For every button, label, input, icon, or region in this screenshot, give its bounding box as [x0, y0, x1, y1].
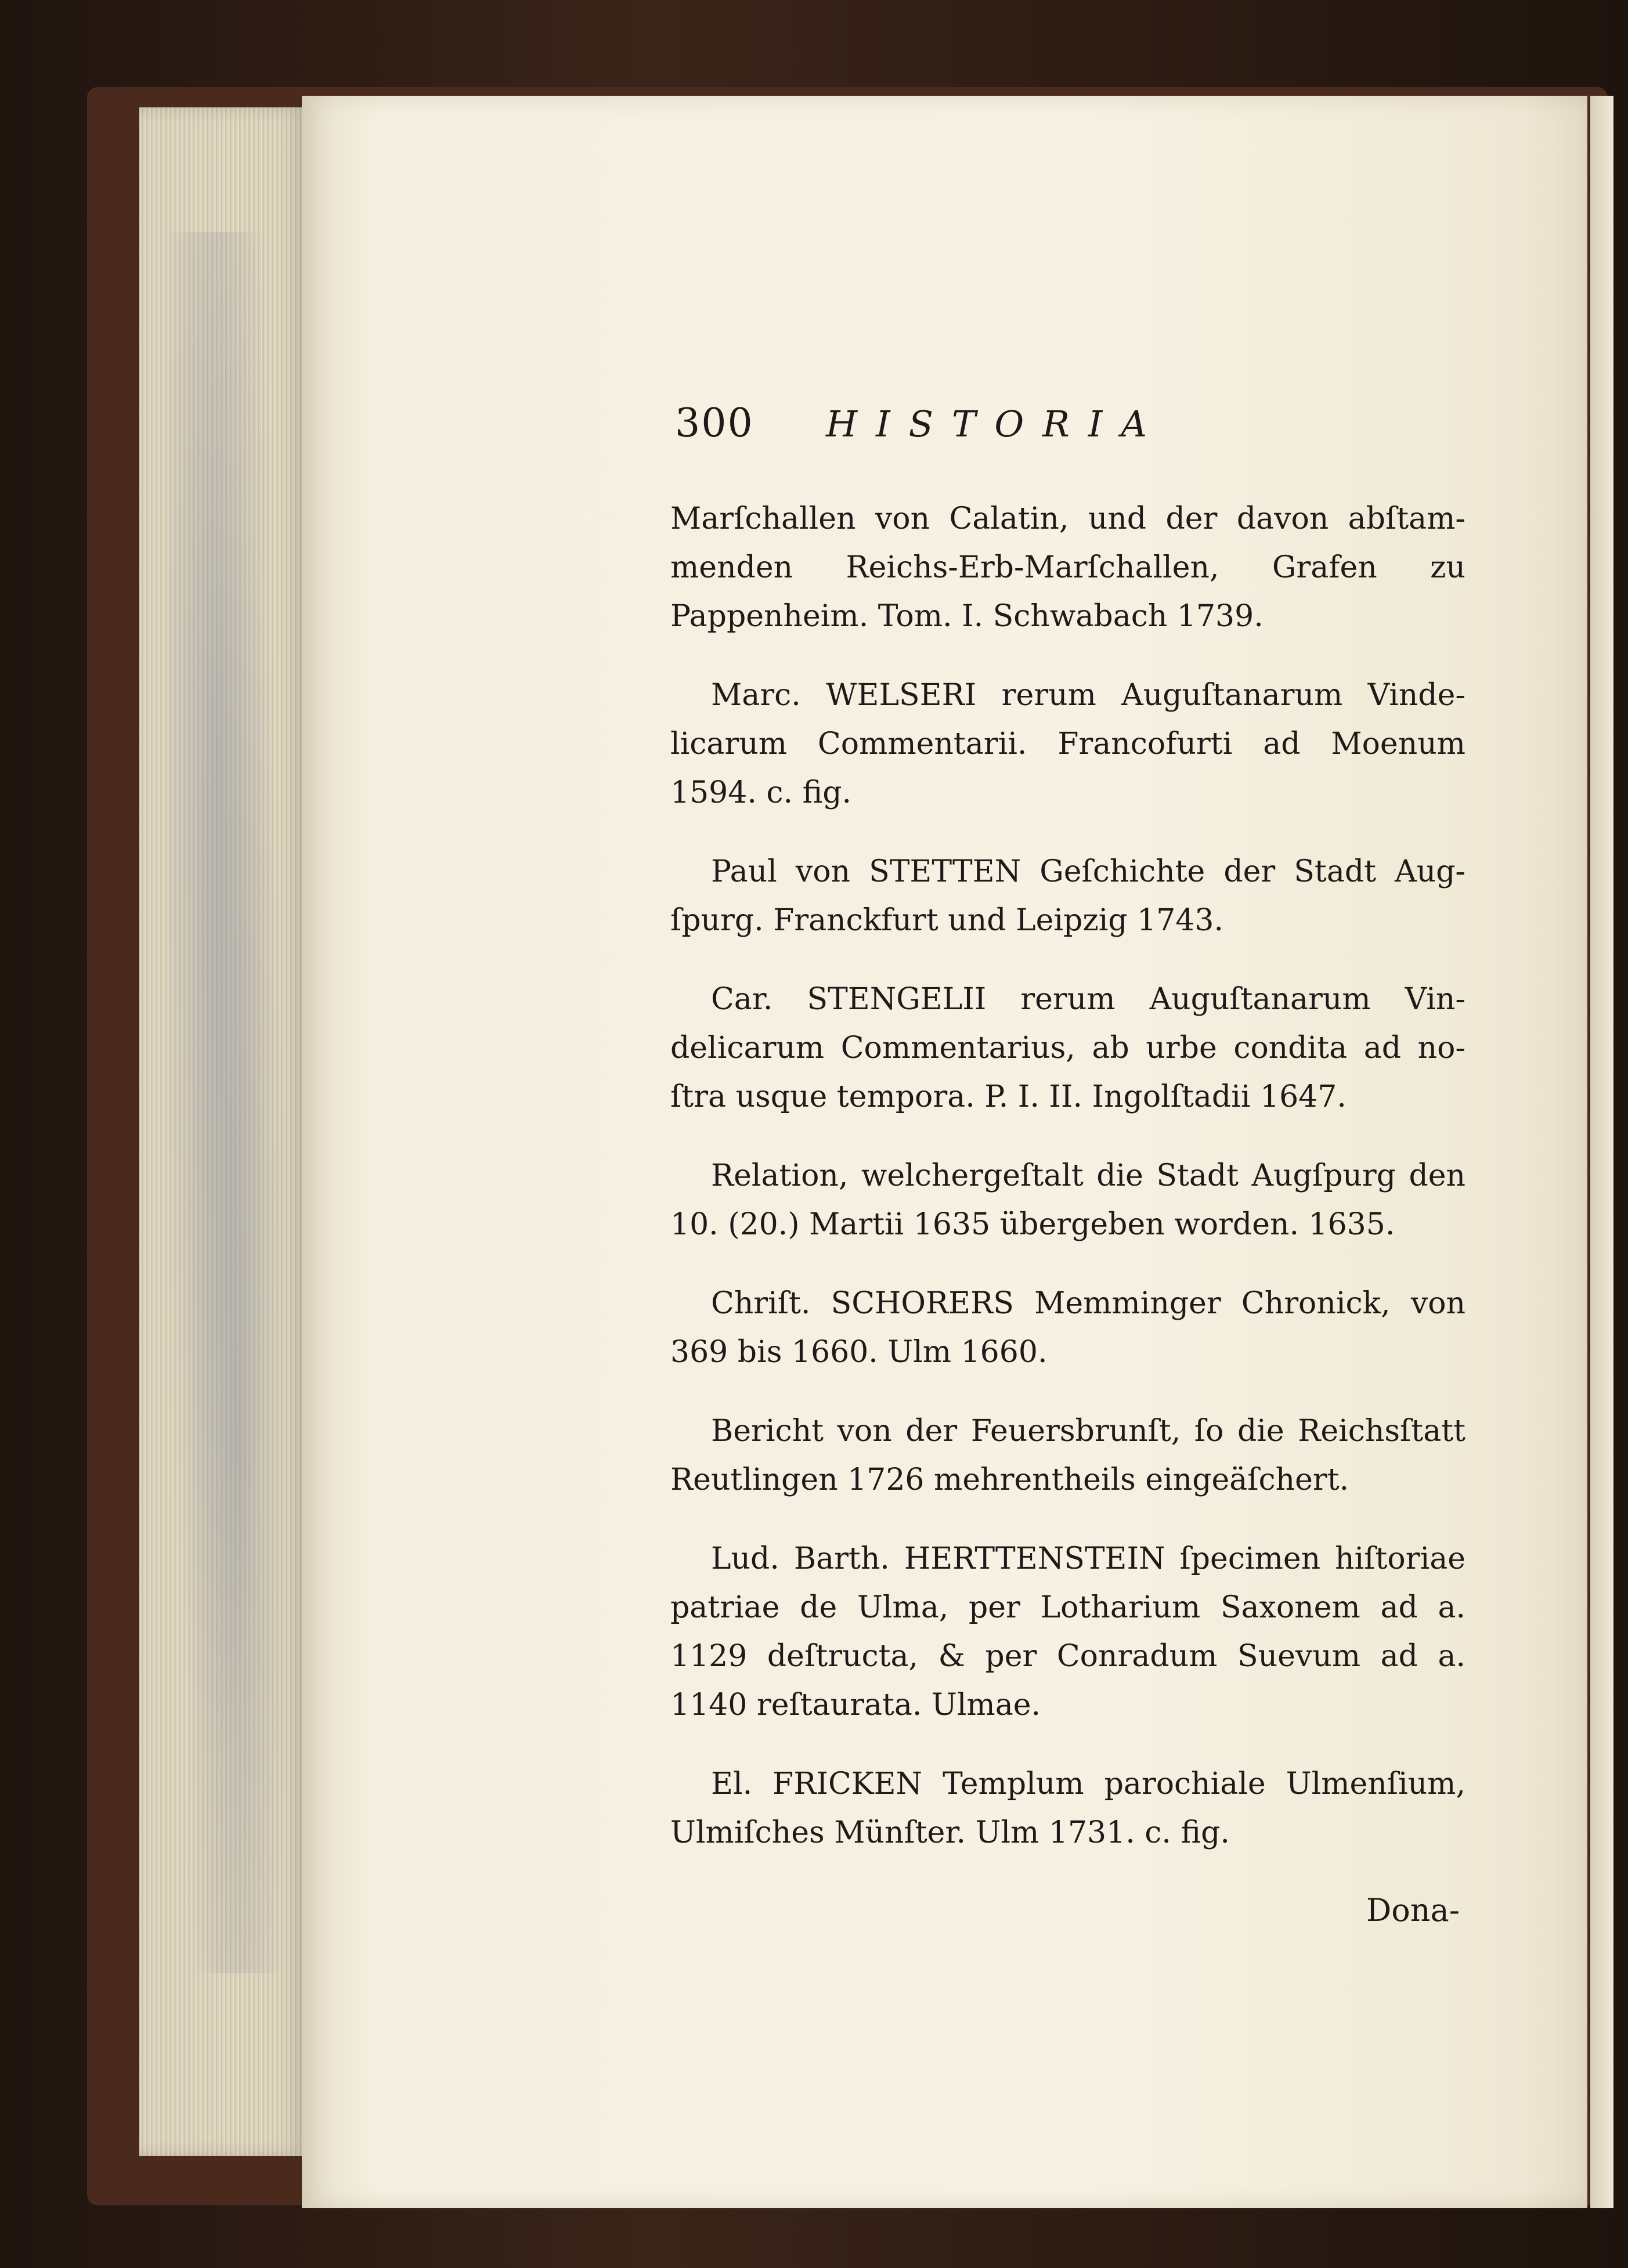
running-head: [675, 400, 1465, 464]
bibliography-entry: Paul von STETTEN Geſchichte der Stadt Augſpurg. Franckfurt und Leipzig 1743.: [670, 854, 1465, 938]
bibliography-entry: Chriſt. SCHORERS Memminger Chronick, von 369 bis 1660. Ulm 1660.: [670, 1286, 1465, 1370]
page-number: 300: [675, 400, 754, 446]
running-title: HISTORIA: [826, 403, 1166, 445]
catchword: Dona-: [1366, 1892, 1460, 1928]
bibliography-entry: El. FRICKEN Templum parochiale Ulmenſium, Ulmiſches Münſter. Ulm 1731. c. fig.: [670, 1767, 1465, 1850]
bibliography-entry: Marſchallen von Calatin, und der davon abſtammenden Reichs-Erb-Marſchallen, Grafen zu Pappenheim. Tom. I. Schwabach 1739.: [670, 501, 1465, 634]
bibliography-entry: Lud. Barth. HERTTENSTEIN ſpecimen hiſtoriae patriae de Ulma, per Lotharium Saxonem ad a. 1129 deſtructa, & per Conradum Suevum ad a. 1140 reſtaurata. Ulmae.: [670, 1541, 1465, 1722]
bibliography-entry: Relation, welchergeſtalt die Stadt Augſpurg den 10. (20.) Martii 1635 übergeben worden. 1635.: [670, 1158, 1465, 1242]
bibliography-entry: Car. STENGELII rerum Auguſtanarum Vindelicarum Commentarius, ab urbe condita ad noſtra usque tempora. P. I. II. Ingolſtadii 1647.: [670, 982, 1465, 1114]
marbled-edge: [168, 232, 284, 1973]
facing-page-edge: [1590, 96, 1613, 2208]
bibliography-entry: Bericht von der Feuersbrunſt, ſo die Reichsſtatt Reutlingen 1726 mehrentheils eingeäſchert.: [670, 1414, 1465, 1497]
page-text: [670, 400, 1465, 1928]
bibliography-entry: Marc. WELSERI rerum Auguſtanarum Vindelicarum Commentarii. Francofurti ad Moenum 1594. c. fig.: [670, 678, 1465, 810]
